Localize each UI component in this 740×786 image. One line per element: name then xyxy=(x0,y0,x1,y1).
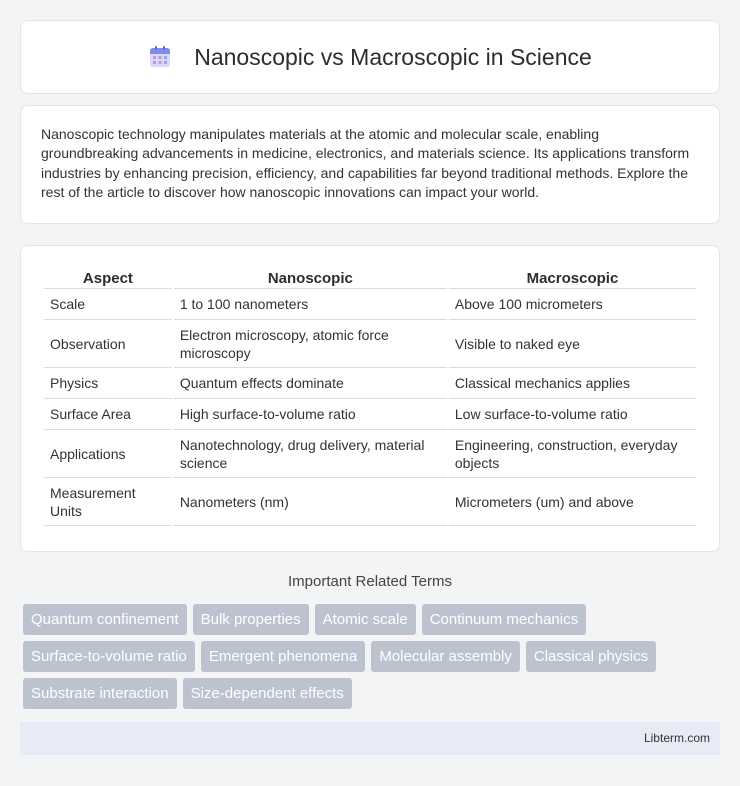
cell-macroscopic: Visible to naked eye xyxy=(449,320,696,368)
page-title: Nanoscopic vs Macroscopic in Science xyxy=(194,43,592,70)
cell-macroscopic: Low surface-to-volume ratio xyxy=(449,399,696,430)
cell-nanoscopic: Electron microscopy, atomic force microscopy xyxy=(174,320,447,368)
cell-macroscopic: Engineering, construction, everyday objects xyxy=(449,430,696,478)
cell-nanoscopic: High surface-to-volume ratio xyxy=(174,399,447,430)
header-nanoscopic: Nanoscopic xyxy=(174,266,447,289)
comparison-table-card xyxy=(20,245,720,552)
header-aspect: Aspect xyxy=(44,266,172,289)
table-row xyxy=(44,399,696,430)
related-terms-list xyxy=(23,604,723,709)
cell-aspect: Scale xyxy=(44,289,172,320)
cell-aspect: Observation xyxy=(44,320,172,368)
header-macroscopic: Macroscopic xyxy=(449,266,696,289)
table-row xyxy=(44,478,696,526)
calendar-icon xyxy=(148,45,172,69)
cell-nanoscopic: Quantum effects dominate xyxy=(174,368,447,399)
related-term-tag[interactable]: Continuum mechanics xyxy=(422,604,586,635)
title-card xyxy=(20,20,720,94)
cell-macroscopic: Classical mechanics applies xyxy=(449,368,696,399)
cell-macroscopic: Above 100 micrometers xyxy=(449,289,696,320)
related-term-tag[interactable]: Size-dependent effects xyxy=(183,678,352,709)
cell-nanoscopic: 1 to 100 nanometers xyxy=(174,289,447,320)
related-terms-heading: Important Related Terms xyxy=(288,573,452,590)
footer xyxy=(20,722,720,755)
cell-aspect: Measurement Units xyxy=(44,478,172,526)
related-term-tag[interactable]: Substrate interaction xyxy=(23,678,177,709)
related-term-tag[interactable]: Molecular assembly xyxy=(371,641,520,672)
cell-nanoscopic: Nanotechnology, drug delivery, material science xyxy=(174,430,447,478)
intro-card xyxy=(20,105,720,224)
table-row xyxy=(44,289,696,320)
intro-text: Nanoscopic technology manipulates materials at the atomic and molecular scale, enabling groundbreaking advancements in medicine, electronics, and materials science. Its applications transform industries by enhancing precision, efficiency, and capabilities far beyond traditional methods. Explore the rest of the article to discover how nanoscopic innovations can impact your world. xyxy=(41,126,690,200)
cell-aspect: Surface Area xyxy=(44,399,172,430)
related-term-tag[interactable]: Bulk properties xyxy=(193,604,309,635)
related-term-tag[interactable]: Surface-to-volume ratio xyxy=(23,641,195,672)
comparison-table xyxy=(42,266,698,526)
related-term-tag[interactable]: Atomic scale xyxy=(315,604,416,635)
table-header-row xyxy=(44,266,696,289)
cell-macroscopic: Micrometers (um) and above xyxy=(449,478,696,526)
footer-site-link[interactable]: Libterm.com xyxy=(643,731,710,745)
cell-nanoscopic: Nanometers (nm) xyxy=(174,478,447,526)
related-term-tag[interactable]: Classical physics xyxy=(526,641,656,672)
cell-aspect: Physics xyxy=(44,368,172,399)
table-row xyxy=(44,368,696,399)
related-term-tag[interactable]: Emergent phenomena xyxy=(201,641,365,672)
related-term-tag[interactable]: Quantum confinement xyxy=(23,604,187,635)
table-row xyxy=(44,320,696,368)
cell-aspect: Applications xyxy=(44,430,172,478)
table-row xyxy=(44,430,696,478)
